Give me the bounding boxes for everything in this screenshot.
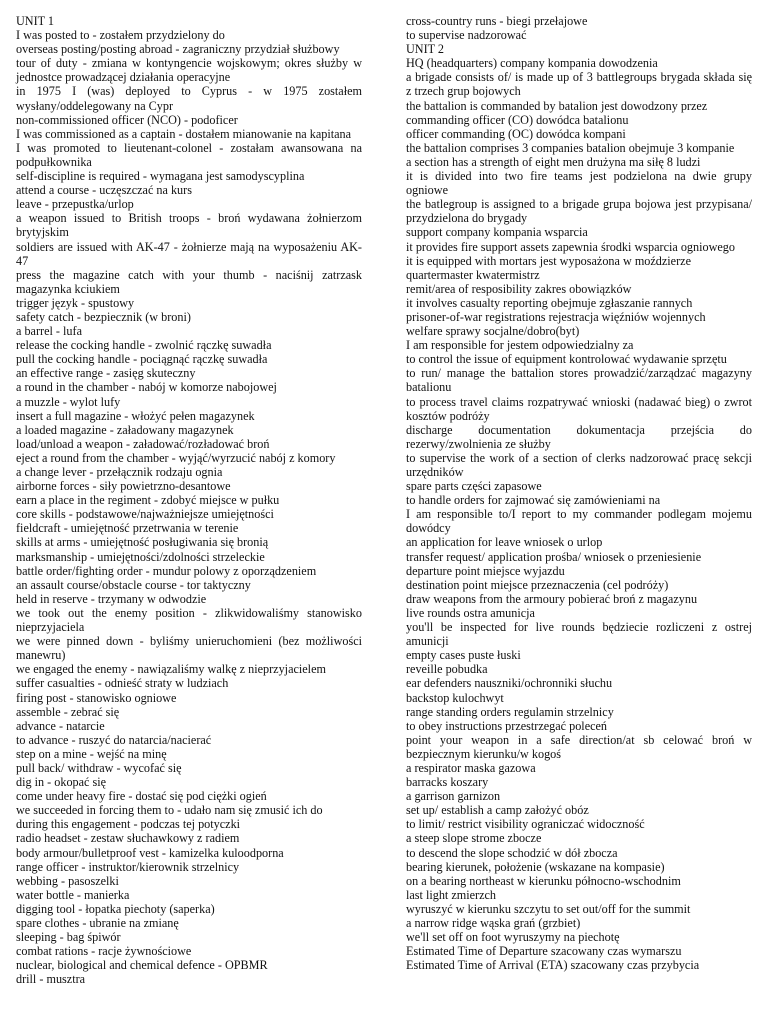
vocabulary-entry: to advance - ruszyć do natarcia/nacierać (16, 732, 212, 747)
vocabulary-entry: step on a mine - wejść na minę (16, 746, 167, 761)
vocabulary-entry: body armour/bulletproof vest - kamizelka kuloodporna (16, 845, 284, 860)
vocabulary-entry: battle order/fighting order - mundur polowy z oporządzeniem (16, 563, 317, 578)
vocabulary-entry: quartermaster kwatermistrz (406, 267, 540, 282)
left-column (16, 14, 362, 1024)
vocabulary-entry: point your weapon in a safe direction/at sb celować broń w bezpiecznym kierunku/w kogoś (406, 732, 752, 761)
vocabulary-entry: transfer request/ application prośba/ wniosek o przeniesienie (406, 549, 702, 564)
vocabulary-entry: digging tool - łopatka piechoty (saperka) (16, 901, 215, 916)
vocabulary-entry: held in reserve - trzymany w odwodzie (16, 591, 207, 606)
vocabulary-entry: Estimated Time of Departure szacowany czas wymarszu (406, 944, 682, 959)
vocabulary-entry: set up/ establish a camp założyć obóz (406, 803, 589, 818)
vocabulary-entry: suffer casualties - odnieść straty w ludziach (16, 676, 229, 691)
vocabulary-entry: a round in the chamber - nabój w komorze nabojowej (16, 380, 277, 395)
vocabulary-entry: during this engagement - podczas tej potyczki (16, 817, 241, 832)
vocabulary-entry: pull back/ withdraw - wycofać się (16, 760, 182, 775)
vocabulary-entry: to obey instructions przestrzegać poleceń (406, 718, 608, 733)
vocabulary-entry: you'll be inspected for live rounds będziecie rozliczeni z ostrej amunicji (406, 620, 752, 649)
right-column (406, 14, 752, 1024)
vocabulary-entry: release the cocking handle - zwolnić rączkę suwadła (16, 338, 272, 353)
vocabulary-entry: the battalion comprises 3 companies batalion obejmuje 3 kompanie (406, 140, 735, 155)
vocabulary-entry: radio headset - zestaw słuchawkowy z radiem (16, 831, 240, 846)
vocabulary-entry: safety catch - bezpiecznik (w broni) (16, 309, 191, 324)
vocabulary-entry: Estimated Time of Arrival (ETA) szacowany czas przybycia (406, 958, 700, 973)
vocabulary-entry: attend a course - uczęszczać na kurs (16, 183, 192, 198)
vocabulary-entry: range standing orders regulamin strzelnicy (406, 704, 614, 719)
vocabulary-entry: last light zmierzch (406, 887, 497, 902)
vocabulary-entry: to limit/ restrict visibility ograniczać widoczność (406, 817, 645, 832)
vocabulary-entry: a garrison garnizon (406, 789, 501, 804)
vocabulary-entry: welfare sprawy socjalne/dobro(byt) (406, 324, 580, 339)
vocabulary-entry: backstop kulochwyt (406, 690, 504, 705)
vocabulary-entry: it provides fire support assets zapewnia środki wsparcia ogniowego (406, 239, 735, 254)
vocabulary-entry: marksmanship - umiejętności/zdolności strzeleckie (16, 549, 265, 564)
vocabulary-entry: press the magazine catch with your thumb - naciśnij zatrzask magazynka kciukiem (16, 267, 362, 296)
vocabulary-entry: earn a place in the regiment - zdobyć miejsce w pułku (16, 493, 280, 508)
vocabulary-entry: load/unload a weapon - załadować/rozładować broń (16, 436, 270, 451)
vocabulary-entry: support company kompania wsparcia (406, 225, 588, 240)
vocabulary-entry: to handle orders for zajmować się zamówieniami na (406, 493, 661, 508)
vocabulary-entry: to supervise nadzorować (406, 28, 527, 43)
vocabulary-entry: eject a round from the chamber - wyjąć/wyrzucić nabój z komory (16, 450, 336, 465)
vocabulary-entry: skills at arms - umiejętność posługiwania się bronią (16, 535, 269, 550)
vocabulary-entry: webbing - pasoszelki (16, 873, 119, 888)
vocabulary-entry: advance - natarcie (16, 718, 105, 733)
vocabulary-entry: wyruszyć w kierunku szczytu to set out/off for the summit (406, 901, 691, 916)
vocabulary-entry: I am responsible for jestem odpowiedzialny za (406, 338, 634, 353)
vocabulary-entry: drill - musztra (16, 972, 86, 987)
vocabulary-entry: soldiers are issued with AK-47 - żołnierze mają na wyposażeniu AK-47 (16, 239, 362, 268)
vocabulary-entry: sleeping - bag śpiwór (16, 930, 121, 945)
vocabulary-entry: we succeeded in forcing them to - udało nam się zmusić ich do (16, 803, 323, 818)
vocabulary-entry: a brigade consists of/ is made up of 3 battlegroups brygada składa się z trzech grup bojowych (406, 70, 752, 99)
vocabulary-entry: barracks koszary (406, 775, 489, 790)
vocabulary-entry: empty cases puste łuski (406, 648, 521, 663)
vocabulary-entry: spare clothes - ubranie na zmianę (16, 916, 179, 930)
vocabulary-entry: dig in - okopać się (16, 775, 107, 790)
vocabulary-entry: we took out the enemy position - zlikwidowaliśmy stanowisko nieprzyjaciela (16, 605, 362, 635)
vocabulary-entry: to supervise the work of a section of clerks nadzorować pracę sekcji urzędników (406, 450, 752, 479)
vocabulary-entry: HQ (headquarters) company kompania dowodzenia (406, 56, 658, 71)
vocabulary-entry: remit/area of resposibility zakres obowiązków (406, 281, 632, 296)
vocabulary-entry: to control the issue of equipment kontrolować wydawanie sprzętu (406, 352, 727, 367)
vocabulary-entry: draw weapons from the armoury pobierać broń z magazynu (406, 591, 698, 606)
vocabulary-entry: come under heavy fire - dostać się pod ciężki ogień (16, 789, 267, 804)
vocabulary-entry: a muzzle - wylot lufy (16, 394, 121, 409)
vocabulary-entry: to run/ manage the battalion stores prowadzić/zarządzać magazyny batalionu (406, 366, 752, 395)
vocabulary-entry: we were pinned down - byliśmy unieruchomieni (bez możliwości manewru) (16, 634, 362, 663)
vocabulary-entry: bearing kierunek, położenie (wskazane na kompasie) (406, 859, 665, 874)
vocabulary-entry: to descend the slope schodzić w dół zbocza (406, 845, 618, 860)
vocabulary-entry: officer commanding (OC) dowódca kompani (406, 126, 626, 141)
unit-heading: UNIT 1 (16, 14, 55, 28)
vocabulary-entry: non-commissioned officer (NCO) - podoficer (16, 112, 238, 127)
vocabulary-entry: self-discipline is required - wymagana jest samodyscyplina (16, 169, 305, 184)
vocabulary-entry: a narrow ridge wąska grań (grzbiet) (406, 916, 581, 930)
vocabulary-entry: to process travel claims rozpatrywać wnioski (nadawać bieg) o zwrot kosztów podróży (406, 394, 752, 423)
vocabulary-entry: commanding officer (CO) dowódca batalionu (406, 112, 629, 127)
vocabulary-entry: assemble - zebrać się (16, 704, 120, 719)
vocabulary-entry: I was promoted to lieutenant-colonel - zostałam awansowana na podpułkownika (16, 140, 362, 169)
vocabulary-entry: an effective range - zasięg skuteczny (16, 366, 196, 381)
vocabulary-entry: tour of duty - zmiana w kontyngencie wojskowym; okres służby w jednostce prowadzącej działania operacyjne (16, 56, 362, 85)
vocabulary-entry: cross-country runs - biegi przełajowe (406, 14, 588, 28)
vocabulary-entry: a respirator maska gazowa (406, 760, 536, 775)
vocabulary-entry: destination point miejsce przeznaczenia (cel podróży) (406, 577, 669, 592)
vocabulary-entry: I was commissioned as a captain - dostałem mianowanie na kapitana (16, 126, 352, 141)
vocabulary-entry: a weapon issued to British troops - broń wydawana żołnierzom brytyjskim (16, 211, 362, 240)
vocabulary-entry: airborne forces - siły powietrzno-desantowe (16, 479, 231, 494)
vocabulary-entry: a section has a strength of eight men drużyna ma siłę 8 ludzi (406, 154, 701, 169)
vocabulary-entry: trigger język - spustowy (16, 295, 135, 310)
vocabulary-entry: a change lever - przełącznik rodzaju ognia (16, 465, 223, 479)
vocabulary-entry: firing post - stanowisko ogniowe (16, 690, 177, 705)
vocabulary-entry: a loaded magazine - załadowany magazynek (16, 422, 234, 437)
vocabulary-entry: nuclear, biological and chemical defence - OPBMR (16, 958, 268, 973)
vocabulary-entry: reveille pobudka (406, 662, 488, 677)
vocabulary-entry: ear defenders nauszniki/ochronniki słuchu (406, 676, 613, 691)
vocabulary-entry: insert a full magazine - włożyć pełen magazynek (16, 408, 255, 423)
vocabulary-entry: leave - przepustka/urlop (16, 197, 134, 212)
vocabulary-entry: live rounds ostra amunicja (406, 605, 535, 620)
vocabulary-entry: pull the cocking handle - pociągnąć rączkę suwadła (16, 352, 268, 367)
vocabulary-entry: combat rations - racje żywnościowe (16, 944, 192, 959)
vocabulary-entry: departure point miejsce wyjazdu (406, 563, 565, 578)
vocabulary-entry: core skills - podstawowe/najważniejsze umiejętności (16, 507, 274, 522)
vocabulary-entry: we engaged the enemy - nawiązaliśmy walkę z nieprzyjacielem (16, 662, 326, 677)
vocabulary-entry: in 1975 I (was) deployed to Cyprus - w 1975 zostałem wysłany/oddelegowany na Cypr (16, 84, 362, 113)
vocabulary-entry: the batlegroup is assigned to a brigade grupa bojowa jest przypisana/ przydzielona do brygady (406, 197, 752, 226)
vocabulary-entry: overseas posting/posting abroad - zagraniczny przydział służbowy (16, 42, 340, 57)
vocabulary-entry: a steep slope strome zbocze (406, 831, 542, 846)
vocabulary-entry: a barrel - lufa (16, 324, 82, 339)
vocabulary-entry: water bottle - manierka (16, 887, 130, 902)
vocabulary-entry: spare parts części zapasowe (406, 479, 542, 494)
vocabulary-entry: we'll set off on foot wyruszymy na piechotę (406, 930, 620, 945)
unit-heading: UNIT 2 (406, 42, 445, 57)
vocabulary-entry: on a bearing northeast w kierunku północno-wschodnim (406, 873, 681, 888)
vocabulary-entry: range officer - instruktor/kierownik strzelnicy (16, 859, 240, 874)
vocabulary-entry: I was posted to - zostałem przydzielony do (16, 28, 225, 43)
vocabulary-entry: fieldcraft - umiejętność przetrwania w terenie (16, 521, 239, 536)
vocabulary-entry: an assault course/obstacle course - tor taktyczny (16, 577, 251, 592)
vocabulary-entry: the battalion is commanded by batalion jest dowodzony przez (406, 98, 708, 113)
vocabulary-entry: it involves casualty reporting obejmuje zgłaszanie rannych (406, 295, 693, 310)
vocabulary-entry: prisoner-of-war registrations rejestracja więźniów wojennych (406, 309, 706, 324)
vocabulary-entry: I am responsible to/I report to my commander podlegam mojemu dowódcy (406, 507, 752, 536)
vocabulary-entry: discharge documentation dokumentacja przejścia do rezerwy/zwolnienia ze służby (406, 422, 752, 451)
vocabulary-entry: an application for leave wniosek o urlop (406, 535, 603, 550)
vocabulary-entry: it is equipped with mortars jest wyposażona w moździerze (406, 253, 691, 268)
vocabulary-entry: it is divided into two fire teams jest podzielona na dwie grupy ogniowe (406, 169, 752, 198)
